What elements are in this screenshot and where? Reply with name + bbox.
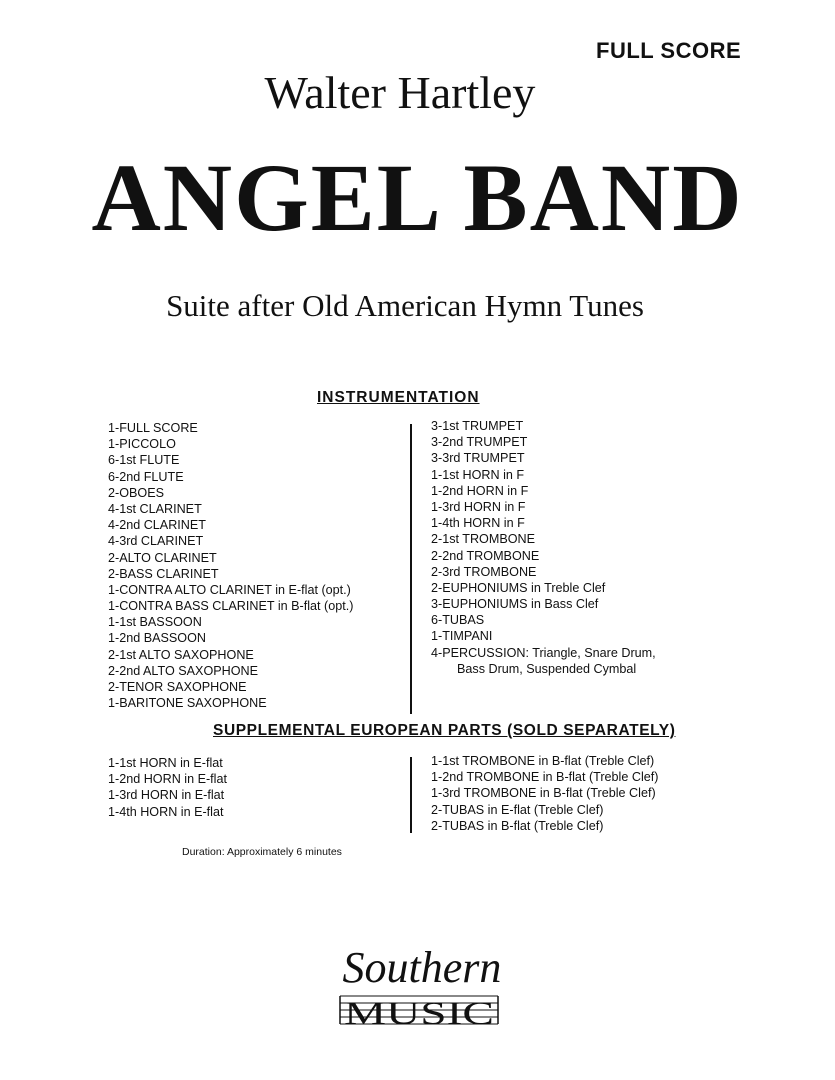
list-item: 2-1st ALTO SAXOPHONE [108, 647, 254, 662]
list-item: 3-2nd TRUMPET [431, 435, 528, 450]
list-item: 1-1st TROMBONE in B-flat (Treble Clef) [431, 754, 655, 768]
list-item: 4-1st CLARINET [108, 501, 202, 516]
supplemental-heading: SUPPLEMENTAL EUROPEAN PARTS (SOLD SEPARATELY) [213, 722, 676, 739]
list-item: 1-PICCOLO [108, 437, 176, 452]
list-item: 2-ALTO CLARINET [108, 550, 217, 565]
list-item: 1-4th HORN in F [431, 516, 525, 531]
column-divider [410, 424, 412, 714]
list-item: 4-3rd CLARINET [108, 534, 204, 549]
supplemental-left-list [108, 755, 227, 820]
list-item: 1-1st HORN in E-flat [108, 756, 223, 770]
list-item: 2-2nd ALTO SAXOPHONE [108, 663, 259, 678]
list-item: 6-1st FLUTE [108, 453, 180, 468]
work-title: ANGEL BAND [91, 144, 744, 251]
supplemental-right-list [431, 753, 658, 834]
list-item: 2-TENOR SAXOPHONE [108, 680, 247, 694]
instrumentation-right-list [431, 418, 656, 677]
publisher-name-line2: MUSIC [344, 996, 494, 1030]
list-item: 1-4th HORN in E-flat [108, 804, 224, 819]
list-item: 3-EUPHONIUMS in Bass Clef [431, 597, 599, 612]
list-item: 1-1st HORN in F [431, 467, 525, 482]
list-item: 1-2nd HORN in F [431, 483, 529, 498]
instrumentation-heading: INSTRUMENTATION [317, 389, 480, 406]
list-item: 6-TUBAS [431, 613, 485, 628]
list-item: 6-2nd FLUTE [108, 469, 184, 484]
list-item: 1-2nd TROMBONE in B-flat (Treble Clef) [431, 770, 659, 785]
list-item: 2-EUPHONIUMS in Treble Clef [431, 580, 606, 595]
list-item: 1-3rd HORN in F [431, 499, 526, 514]
list-item: 3-1st TRUMPET [431, 419, 524, 433]
work-subtitle: Suite after Old American Hymn Tunes [166, 288, 644, 323]
list-item: 4-2nd CLARINET [108, 518, 206, 533]
list-item: 4-PERCUSSION: Triangle, Snare Drum, [431, 645, 656, 660]
list-item: 2-2nd TROMBONE [431, 548, 540, 563]
list-item: 1-BARITONE SAXOPHONE [108, 696, 267, 711]
list-item: 1-3rd HORN in E-flat [108, 788, 225, 803]
composer-name: Walter Hartley [264, 67, 536, 118]
list-item: 1-3rd TROMBONE in B-flat (Treble Clef) [431, 786, 656, 801]
score-type-label: FULL SCORE [596, 38, 742, 63]
list-item: 1-TIMPANI [431, 629, 493, 644]
list-item: 1-1st BASSOON [108, 615, 202, 630]
southern-music-logo [322, 940, 522, 1030]
list-item: 1-FULL SCORE [108, 421, 198, 435]
list-item: 1-CONTRA BASS CLARINET in B-flat (opt.) [108, 599, 354, 614]
list-item: 1-CONTRA ALTO CLARINET in E-flat (opt.) [108, 582, 351, 597]
publisher-name-line1: Southern [342, 943, 502, 992]
list-item: Bass Drum, Suspended Cymbal [457, 661, 637, 676]
duration-note: Duration: Approximately 6 minutes [182, 846, 342, 858]
list-item: 1-2nd BASSOON [108, 631, 206, 646]
list-item: 1-2nd HORN in E-flat [108, 772, 227, 787]
list-item: 2-BASS CLARINET [108, 566, 219, 581]
list-item: 2-OBOES [108, 485, 164, 500]
list-item: 3-3rd TRUMPET [431, 451, 525, 466]
list-item: 2-TUBAS in E-flat (Treble Clef) [431, 802, 604, 817]
column-divider [410, 757, 412, 833]
list-item: 2-3rd TROMBONE [431, 564, 537, 579]
instrumentation-left-list [108, 420, 353, 711]
list-item: 2-1st TROMBONE [431, 532, 536, 547]
list-item: 2-TUBAS in B-flat (Treble Clef) [431, 818, 604, 833]
